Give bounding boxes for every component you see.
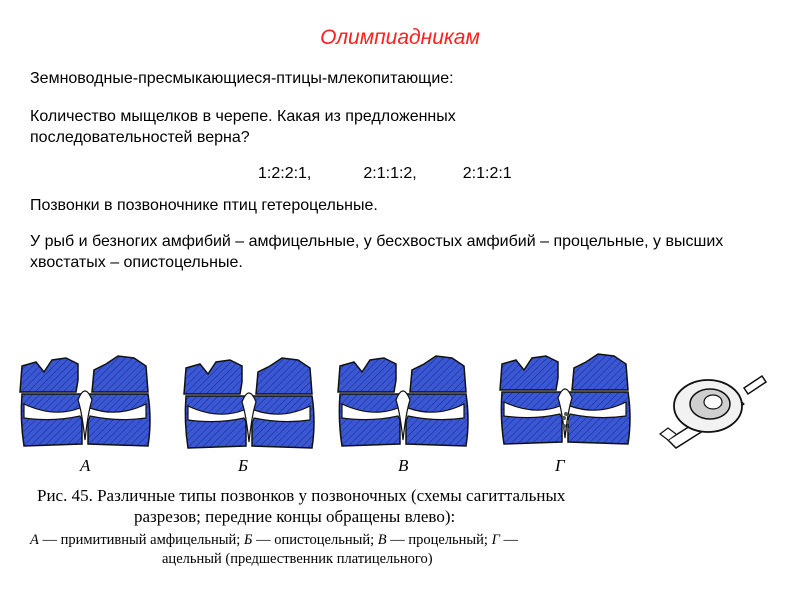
vertebra-3d-model xyxy=(660,376,766,448)
vertebra-a xyxy=(20,356,150,446)
ratio-option: 2:1:2:1 xyxy=(462,165,512,182)
page-title: Олимпиадникам xyxy=(320,26,480,49)
figure-legend-line1 xyxy=(30,532,518,549)
ratio-option: 1:2:2:1, xyxy=(258,165,312,182)
vertebrae-figure xyxy=(18,340,778,460)
legend-text-v: — процельный; xyxy=(390,532,488,548)
figure-label-g: Г xyxy=(555,456,565,475)
figure-caption-line2: разрезов; передние концы обращены влево): xyxy=(134,507,456,526)
figure-legend-line2: ацельный (предшественник платицельного) xyxy=(162,551,433,567)
figure-label-a: А xyxy=(80,456,91,475)
figure-caption-line1: Рис. 45. Различные типы позвонков у позвоночных (схемы сагиттальных xyxy=(37,486,566,505)
figure-label-v: В xyxy=(398,456,409,475)
ratio-option: 2:1:1:2, xyxy=(363,165,417,182)
vertebra-b xyxy=(184,358,314,448)
legend-letter-b: Б xyxy=(243,532,253,548)
figure-label-b: Б xyxy=(238,456,249,475)
ratio-options xyxy=(258,163,512,184)
vertebra-v xyxy=(338,356,468,446)
legend-letter-v: В xyxy=(377,532,387,548)
condyle-question: Количество мыщелков в черепе. Какая из предложенных последовательностей верна? xyxy=(30,108,456,146)
fish-amphibian-line: У рыб и безногих амфибий – амфицельные, у бесхвостых амфибий – процельные, у высших хвостатых – опистоцельные. xyxy=(30,233,724,271)
vertebra-g xyxy=(500,354,630,444)
legend-text-a: — примитивный амфицельный; xyxy=(42,532,241,548)
legend-text-g: — xyxy=(503,532,518,548)
legend-text-b: — опистоцельный; xyxy=(256,532,375,548)
legend-letter-a: А xyxy=(30,532,39,548)
bird-vertebrae-line: Позвонки в позвоночнике птиц гетероцельные. xyxy=(30,197,378,214)
legend-letter-g: Г xyxy=(491,532,500,548)
animal-classes-line: Земноводные-пресмыкающиеся-птицы-млекопитающие: xyxy=(30,70,454,87)
